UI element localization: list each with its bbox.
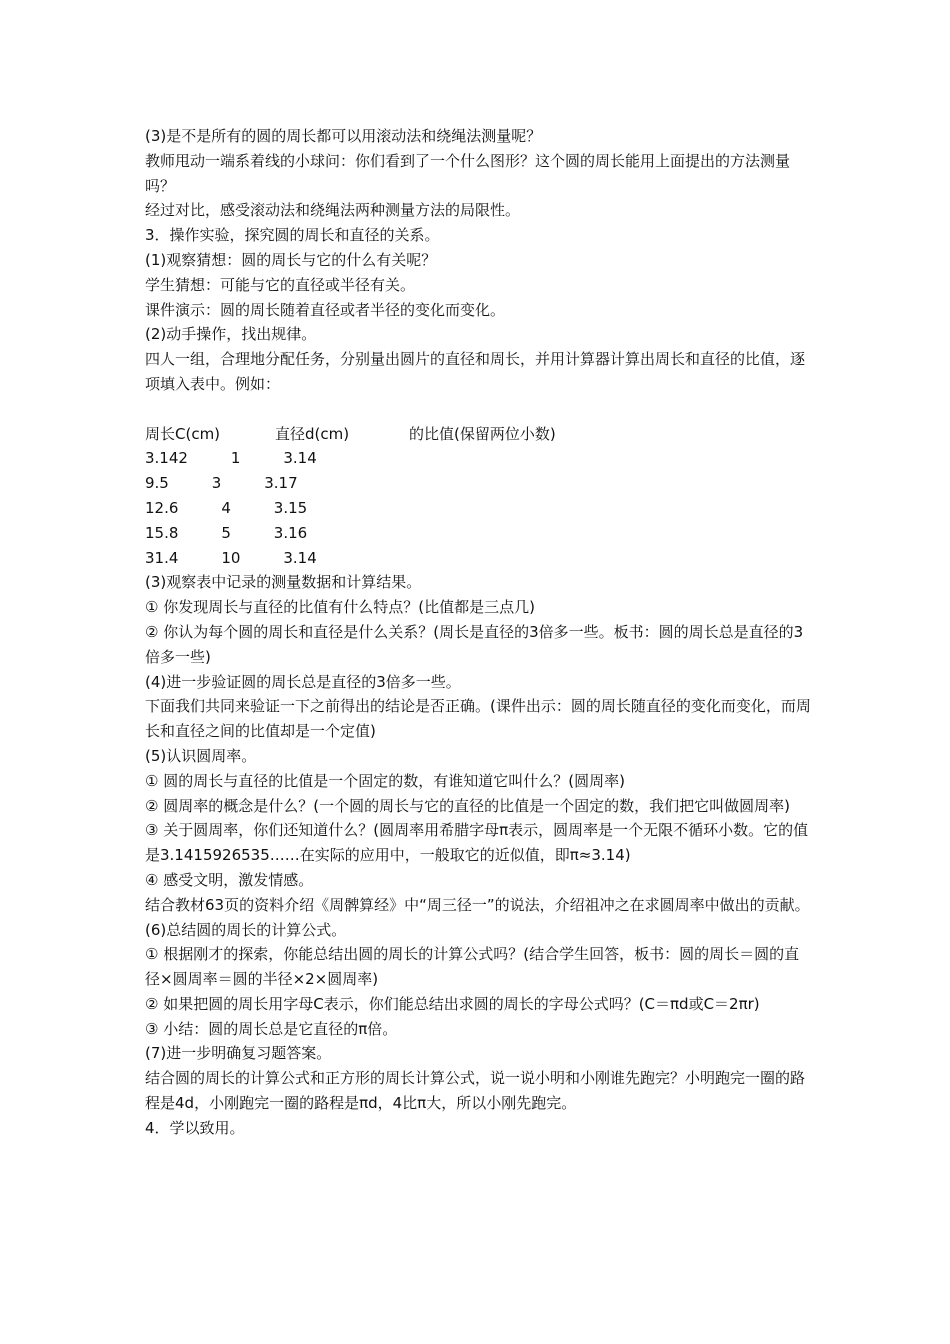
paragraph: 结合教材63页的资料介绍《周髀算经》中“周三径一”的说法，介绍祖冲之在求圆周率中做出的贡献。 — [145, 895, 810, 914]
table-row — [145, 496, 811, 521]
list-item: ② 圆周率的概念是什么？(一个圆的周长与它的直径的比值是一个固定的数，我们把它叫做圆周率) — [145, 796, 790, 815]
paragraph: (6)总结圆的周长的计算公式。 — [145, 920, 347, 939]
list-item: ④ 感受文明，激发情感。 — [145, 870, 314, 889]
paragraph: 学生猜想：可能与它的直径或半径有关。 — [145, 275, 416, 294]
blank-line — [145, 397, 811, 422]
paragraph: (7)进一步明确复习题答案。 — [145, 1044, 332, 1063]
cell-ratio: 3.17 — [264, 474, 298, 493]
list-item: ① 根据刚才的探索，你能总结出圆的周长的计算公式吗？(结合学生回答，板书：圆的周长＝圆的直径×圆周率＝圆的半径×2×圆周率) — [145, 945, 800, 989]
section-heading: 3．操作实验，探究圆的周长和直径的关系。 — [145, 226, 440, 245]
header-diameter: 直径d(cm) — [275, 424, 350, 443]
list-item: ① 圆的周长与直径的比值是一个固定的数，有谁知道它叫什么？(圆周率) — [145, 771, 625, 790]
cell-diameter: 1 — [230, 449, 241, 468]
paragraph: 课件演示：圆的周长随着直径或者半径的变化而变化。 — [145, 300, 506, 319]
paragraph: (4)进一步验证圆的周长总是直径的3倍多一些。 — [145, 672, 461, 691]
cell-ratio: 3.15 — [273, 498, 308, 517]
table-row — [145, 546, 811, 571]
list-item: ② 如果把圆的周长用字母C表示，你们能总结出求圆的周长的字母公式吗？(C＝πd或C＝2πr) — [145, 994, 760, 1013]
cell-ratio: 3.16 — [273, 523, 308, 542]
cell-diameter: 10 — [221, 548, 241, 567]
cell-circumference: 12.6 — [145, 498, 179, 517]
table-row — [145, 446, 811, 471]
paragraph: (3)是不是所有的圆的周长都可以用滚动法和绕绳法测量呢？ — [145, 127, 542, 145]
paragraph: (3)观察表中记录的测量数据和计算结果。 — [145, 573, 422, 592]
paragraph: 四人一组，合理地分配任务，分别量出圆片的直径和周长，并用计算器计算出周长和直径的比值，逐项填入表中。例如： — [145, 350, 806, 393]
cell-circumference: 31.4 — [145, 548, 179, 567]
cell-diameter: 5 — [221, 523, 231, 542]
table-row — [145, 471, 811, 496]
paragraph: (5)认识圆周率。 — [145, 746, 257, 765]
list-item: ③ 关于圆周率，你们还知道什么？(圆周率用希腊字母π表示，圆周率是一个无限不循环小数。它的值是3.1415926535……在实际的应用中，一般取它的近似值，即π≈3.14) — [145, 821, 809, 865]
cell-diameter: 3 — [211, 474, 222, 493]
paragraph: 经过对比，感受滚动法和绕绳法两种测量方法的局限性。 — [145, 201, 521, 220]
table-header-row — [145, 422, 811, 447]
list-item: ③ 小结：圆的周长总是它直径的π倍。 — [145, 1019, 398, 1038]
header-ratio: 的比值(保留两位小数) — [409, 424, 556, 443]
paragraph: 教师甩动一端系着线的小球问：你们看到了一个什么图形？这个圆的周长能用上面提出的方法测量吗？ — [145, 151, 791, 195]
measurement-table — [145, 422, 811, 571]
cell-circumference: 9.5 — [145, 474, 169, 493]
header-circumference: 周长C(cm) — [145, 424, 221, 443]
paragraph: (1)观察猜想：圆的周长与它的什么有关呢？ — [145, 250, 437, 269]
list-item: ① 你发现周长与直径的比值有什么特点？(比值都是三点几) — [145, 598, 535, 617]
paragraph: 结合圆的周长的计算公式和正方形的周长计算公式，说一说小明和小刚谁先跑完？小明跑完一圈的路程是4d，小刚跑完一圈的路程是πd，4比π大，所以小刚先跑完。 — [145, 1069, 806, 1113]
cell-ratio: 3.14 — [283, 548, 317, 567]
document-body — [145, 124, 811, 1141]
section-heading: 4．学以致用。 — [145, 1118, 245, 1137]
cell-circumference: 15.8 — [145, 523, 179, 542]
cell-circumference: 3.142 — [145, 449, 188, 468]
table-row — [145, 521, 811, 546]
paragraph: 下面我们共同来验证一下之前得出的结论是否正确。(课件出示：圆的周长随直径的变化而变化，而周长和直径之间的比值却是一个定值) — [145, 697, 811, 741]
list-item: ② 你认为每个圆的周长和直径是什么关系？(周长是直径的3倍多一些。板书：圆的周长总是直径的3倍多一些) — [145, 622, 804, 666]
cell-ratio: 3.14 — [283, 449, 317, 468]
cell-diameter: 4 — [221, 498, 231, 517]
paragraph: (2)动手操作，找出规律。 — [145, 325, 317, 344]
